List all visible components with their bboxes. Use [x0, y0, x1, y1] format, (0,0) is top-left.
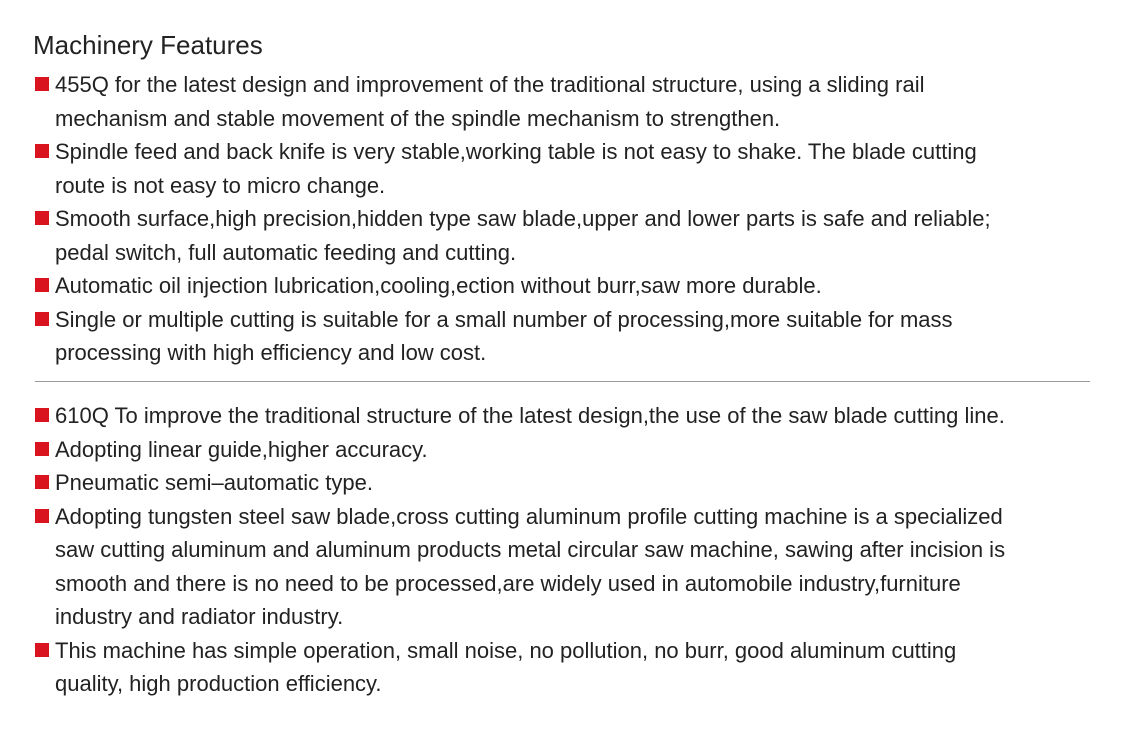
square-bullet-icon	[35, 211, 49, 225]
feature-list-610q	[35, 399, 1115, 701]
feature-line: Smooth surface,high precision,hidden type saw blade,upper and lower parts is safe and reliable;	[55, 206, 991, 231]
feature-item	[35, 433, 1115, 467]
feature-item	[35, 269, 1115, 303]
feature-line: processing with high efficiency and low cost.	[55, 340, 487, 365]
square-bullet-icon	[35, 408, 49, 422]
feature-item	[35, 500, 1115, 634]
feature-list-455q	[35, 68, 1115, 370]
feature-line: 455Q for the latest design and improvement of the traditional structure, using a sliding rail	[55, 72, 925, 97]
feature-line: mechanism and stable movement of the spindle mechanism to strengthen.	[55, 105, 781, 131]
feature-line: smooth and there is no need to be processed,are widely used in automobile industry,furniture	[55, 570, 961, 596]
feature-item	[35, 202, 1115, 269]
section-divider	[35, 381, 1090, 382]
feature-item	[35, 634, 1115, 701]
square-bullet-icon	[35, 643, 49, 657]
feature-item	[35, 68, 1115, 135]
feature-line: saw cutting aluminum and aluminum products metal circular saw machine, sawing after incision is	[55, 537, 1006, 562]
feature-line: pedal switch, full automatic feeding and cutting.	[55, 239, 517, 265]
square-bullet-icon	[35, 278, 49, 292]
feature-line: Automatic oil injection lubrication,cooling,ection without burr,saw more durable.	[55, 273, 822, 298]
feature-item	[35, 399, 1115, 433]
square-bullet-icon	[35, 312, 49, 326]
square-bullet-icon	[35, 442, 49, 456]
page-title: Machinery Features	[33, 30, 263, 60]
feature-line: Adopting linear guide,higher accuracy.	[55, 436, 428, 462]
feature-line: industry and radiator industry.	[55, 604, 344, 629]
square-bullet-icon	[35, 144, 49, 158]
feature-item	[35, 466, 1115, 500]
feature-line: route is not easy to micro change.	[55, 172, 386, 198]
square-bullet-icon	[35, 509, 49, 523]
feature-line: quality, high production efficiency.	[55, 671, 382, 696]
feature-item	[35, 135, 1115, 202]
feature-line: This machine has simple operation, small noise, no pollution, no burr, good aluminum cutting	[55, 637, 957, 663]
feature-line: Adopting tungsten steel saw blade,cross cutting aluminum profile cutting machine is a specialized	[55, 503, 1003, 529]
square-bullet-icon	[35, 77, 49, 91]
feature-line: Single or multiple cutting is suitable for a small number of processing,more suitable for mass	[55, 306, 953, 332]
feature-item	[35, 303, 1115, 370]
feature-line: Pneumatic semi–automatic type.	[55, 470, 373, 495]
square-bullet-icon	[35, 475, 49, 489]
feature-line: Spindle feed and back knife is very stable,working table is not easy to shake. The blade cutting	[55, 139, 977, 164]
feature-line: 610Q To improve the traditional structure of the latest design,the use of the saw blade cutting line.	[55, 403, 1005, 428]
